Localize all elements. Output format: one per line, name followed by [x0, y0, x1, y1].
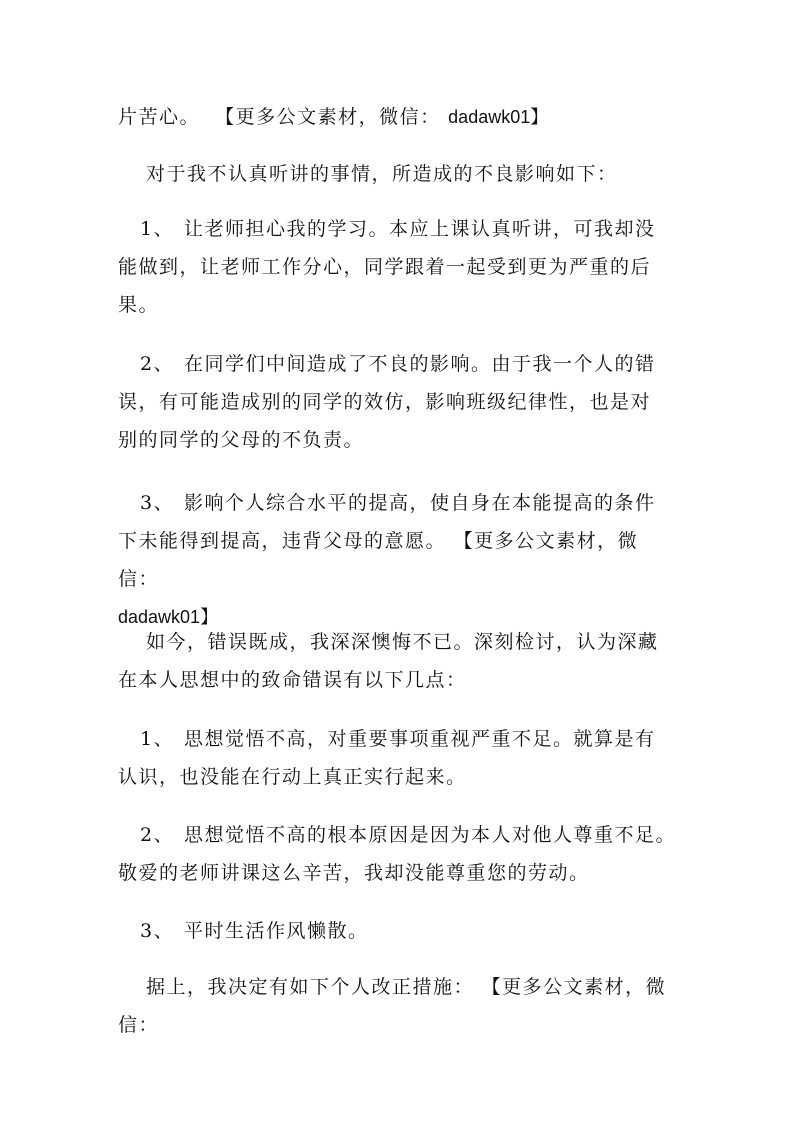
paragraph-text: 影响个人综合水平的提高，使自身在本能提高的条件: [184, 492, 656, 514]
paragraph-line: [118, 623, 678, 661]
paragraph-line: [118, 210, 678, 248]
paragraph-line: [118, 758, 678, 796]
list-item-effect-1: [118, 210, 678, 324]
paragraph-line: [118, 383, 678, 421]
paragraph-text: 能做到，让老师工作分心，同学跟着一起受到更为严重的后: [118, 256, 652, 278]
paragraph-line: [118, 421, 678, 459]
promo-text: 【更多公文素材，微 信：: [118, 530, 646, 590]
paragraph-line: [118, 854, 678, 892]
paragraph-text: 别的同学的父母的不负责。: [118, 429, 365, 451]
paragraph-intro: [118, 155, 678, 193]
paragraph-text: 敬爱的老师讲课这么辛苦，我却没能尊重您的劳动。: [118, 862, 590, 884]
list-number: 3、: [140, 920, 175, 942]
list-number: 1、: [140, 218, 175, 240]
promo-text: 【更多公文素材，微信：: [118, 976, 667, 1036]
promo-text: 【更多公文素材，微信：: [215, 106, 441, 128]
paragraph-line: [118, 816, 678, 854]
paragraph-text: 认识，也没能在行动上真正实行起来。: [118, 766, 467, 788]
list-number: 3、: [140, 492, 175, 514]
paragraph-line: [118, 248, 678, 286]
paragraph-line: [118, 522, 678, 598]
promo-code: dadawk01】: [448, 107, 549, 127]
paragraph-line: [118, 720, 678, 758]
paragraph-measures: [118, 968, 678, 1044]
list-item-error-3: [118, 912, 678, 950]
paragraph-text: 据上，我决定有如下个人改正措施：: [146, 976, 475, 998]
paragraph-text: 对于我不认真听讲的事情，所造成的不良影响如下：: [146, 163, 618, 185]
paragraph-line: [118, 912, 678, 950]
paragraph-line: [118, 345, 678, 383]
paragraph-text: 下未能得到提高，违背父母的意愿。: [118, 530, 447, 552]
list-item-error-2: [118, 816, 678, 892]
list-item-error-1: [118, 720, 678, 796]
paragraph-text: 让老师担心我的学习。本应上课认真听讲，可我却没: [184, 218, 656, 240]
paragraph-line: [118, 661, 678, 699]
paragraph-text: 如今，错误既成，我深深懊悔不已。深刻检讨，认为深藏: [146, 631, 659, 653]
paragraph-text: 平时生活作风懒散。: [184, 920, 369, 942]
paragraph-text: 果。: [118, 294, 160, 316]
paragraph-line: [118, 98, 678, 136]
list-item-effect-3: [118, 484, 678, 636]
paragraph-text: 片苦心。: [118, 106, 201, 128]
paragraph-reflection: [118, 623, 678, 699]
paragraph-text: 在同学们中间造成了不良的影响。由于我一个人的错: [184, 353, 656, 375]
paragraph-text: 思想觉悟不高，对重要事项重视严重不足。就算是有: [184, 728, 656, 750]
paragraph-continuation: [118, 98, 678, 136]
list-number: 2、: [140, 353, 175, 375]
paragraph-text: 在本人思想中的致命错误有以下几点：: [118, 669, 467, 691]
paragraph-line: [118, 155, 678, 193]
paragraph-line: [118, 968, 678, 1044]
paragraph-line: [118, 286, 678, 324]
promo-code: dadawk01】: [118, 607, 219, 627]
list-number: 1、: [140, 728, 175, 750]
paragraph-line: [118, 484, 678, 522]
list-number: 2、: [140, 824, 175, 846]
paragraph-text: 思想觉悟不高的根本原因是因为本人对他人尊重不足。: [184, 824, 677, 846]
paragraph-text: 误，有可能造成别的同学的效仿，影响班级纪律性，也是对: [118, 391, 652, 413]
list-item-effect-2: [118, 345, 678, 459]
